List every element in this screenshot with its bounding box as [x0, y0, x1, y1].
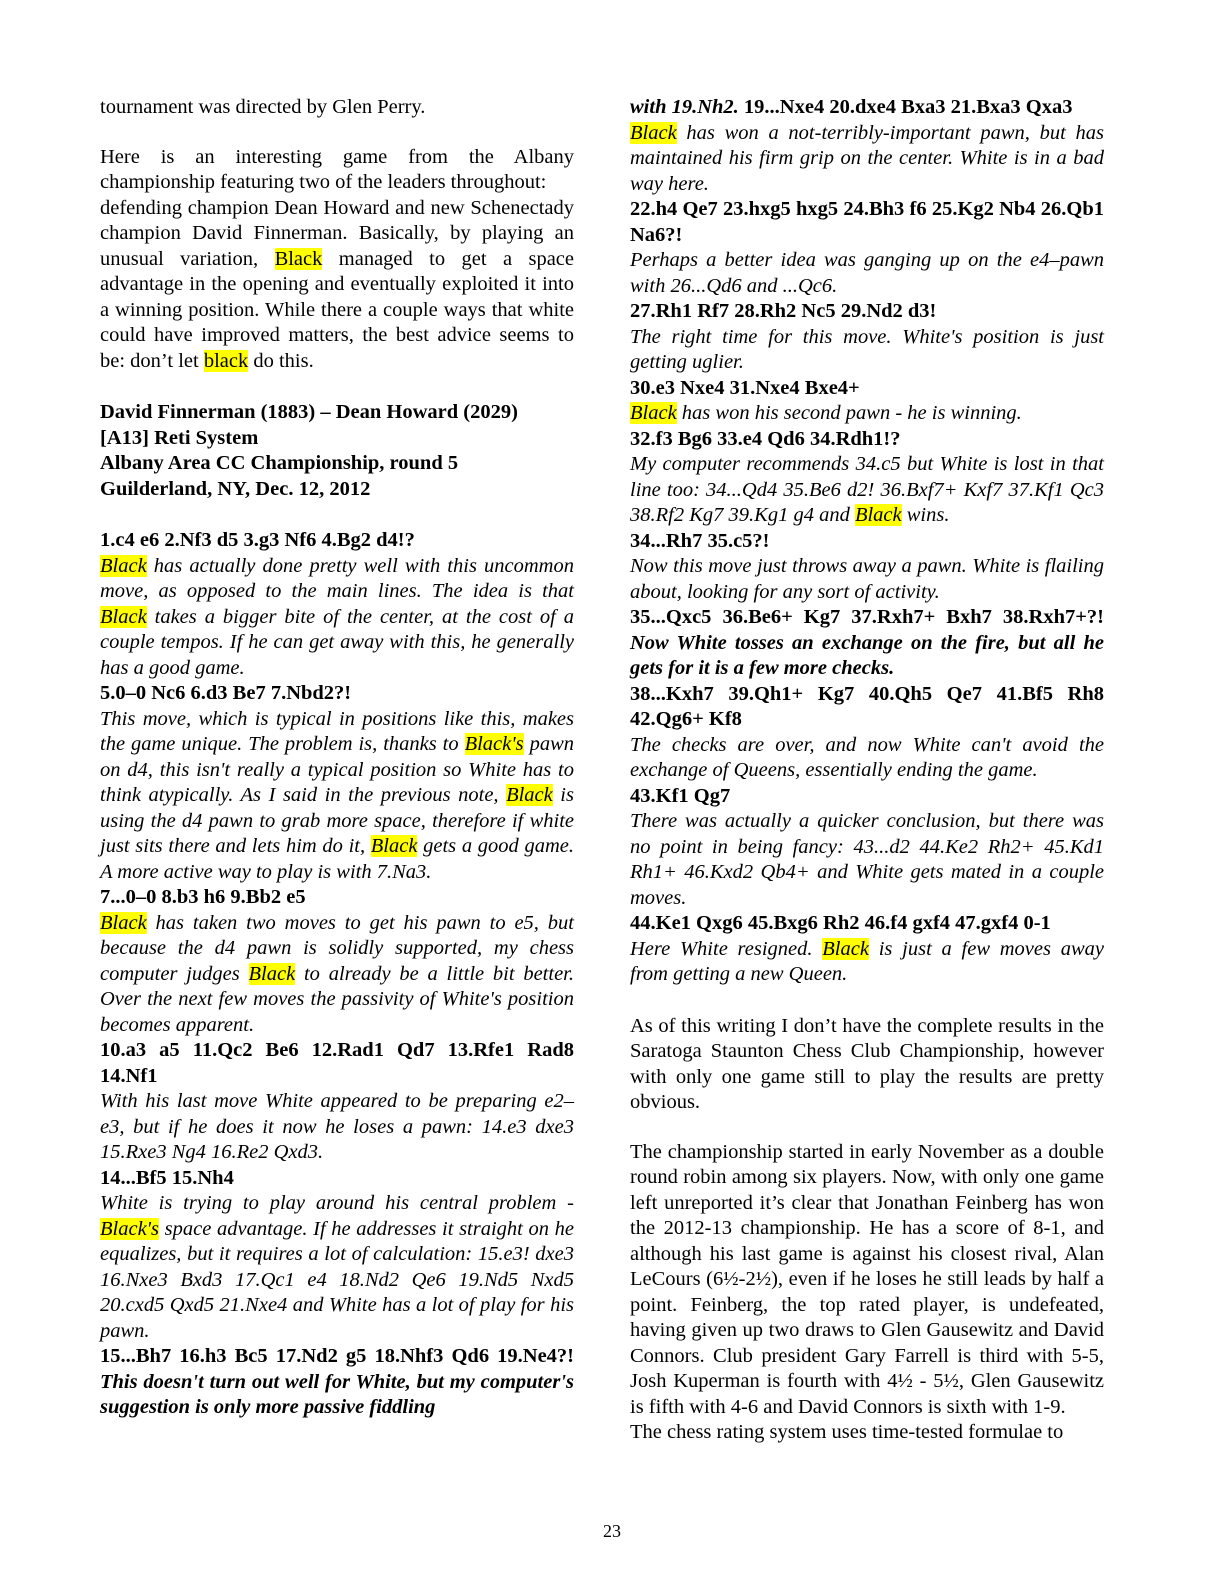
intro-3-text-a: defending champion Dean Howard and new Schenectady champion David Finnerman. Basically, by playing an unusual variation, [100, 196, 574, 270]
annotation-2-c: is using the d4 pawn to grab more space, therefore if white just sits there and lets him do it, [100, 784, 574, 857]
annotation-4: With his last move White appeared to be preparing e2–e3, but if he does it now he loses a pawn: 14.e3 dxe3 15.Rxe3 Ng4 16.Re2 Qxd3. [100, 1090, 574, 1163]
move-line-6 [100, 1344, 574, 1421]
annotation-15: The checks are over, and now White can't avoid the exchange of Queens, essentially ending the game. [630, 733, 1104, 781]
highlight-black-4: Black [100, 605, 147, 628]
annotation-3-b: to already be a little bit better. Over the next few moves the passivity of White's position becomes apparent. [100, 962, 575, 1036]
move-line-13: 35...Qxc5 36.Be6+ Kg7 37.Rxh7+ Bxh7 38.Rxh7+?! [630, 606, 1104, 628]
annotation-12-b: wins. [901, 504, 950, 526]
intro-3-text-b: managed to get a space advantage in the opening and eventually exploited it into a winning position. While there a couple ways that white could have improved matters, the best advice seems to be: don’t let [100, 247, 574, 372]
highlight-black-5: Black [506, 784, 553, 806]
left-column [100, 95, 574, 1475]
game-header-players: David Finnerman (1883) – Dean Howard (2029) [100, 401, 518, 423]
move-line-12: 34...Rh7 35.c5?! [630, 529, 770, 552]
closing-paragraph-2: The championship started in early November as a double round robin among six players. Now, with only one game left unreported it’s clear that Jonathan Feinberg has won the 2012-13 championship. He has a score of 8-1, and although his last game is against his closest rival, Alan LeCours (6½-2½), even if he loses he still leads by half a point. Feinberg, the top rated player, is undefeated, having given up two draws to Glen Gausewitz and David Connors. Club president Gary Farrell is third with 5-5, Josh Kuperman is fourth with 4½ - 5½, Glen Gausewitz is fifth with 4-6 and David Connors is sixth with 1-9. [630, 1140, 1104, 1418]
move-line-13b [630, 631, 1104, 682]
move-line-8: 22.h4 Qe7 23.hxg5 hxg5 24.Bh3 f6 25.Kg2 Nb4 26.Qb1 Na6?! [630, 198, 1104, 246]
highlight-black-8: Black [248, 962, 296, 985]
move-line-4: 10.a3 a5 11.Qc2 Be6 12.Rad1 Qd7 13.Rfe1 Rad8 14.Nf1 [100, 1039, 574, 1087]
highlight-black-3: Black [100, 554, 147, 577]
move-line-15: 43.Kf1 Qg7 [630, 784, 731, 807]
highlight-black-7: Black [100, 911, 147, 934]
annotation-1 [100, 554, 574, 682]
highlight-black-12: Black [822, 937, 869, 960]
annotation-12-a: My computer recommends 34.c5 but White is lost in that line too: 34...Qd4 35.Be6 d2! 36.Bxf7+ Kxf7 37.Kf1 Qc3 38.Rf2 Kg7 39.Kg1 g4 and [630, 453, 1104, 526]
annotation-3-a: has taken two moves to get his pawn to e5, but because the d4 pawn is solidly supported, my chess computer judges [100, 911, 574, 985]
highlight-black-11: Black [854, 504, 902, 526]
annotation-2-d: gets a good game. A more active way to play is with 7.Na3. [100, 835, 574, 883]
page-number: 23 [603, 1521, 621, 1541]
move-line-5: 14...Bf5 15.Nh4 [100, 1166, 234, 1189]
game-header-location-date: Guilderland, NY, Dec. 12, 2012 [100, 477, 371, 500]
highlight-black-1: Black [274, 247, 323, 270]
highlight-black-9: Black [630, 121, 677, 144]
move-line-7-text: 19...Nxe4 20.dxe4 Bxa3 21.Bxa3 Qxa3 [743, 96, 1073, 118]
annotation-14-text: Now White tosses an exchange on the fire, but all he gets for it is a few more checks. [630, 631, 1104, 679]
annotation-12 [630, 452, 1104, 529]
move-line-6-text: 15...Bh7 16.h3 Bc5 17.Nd2 g5 18.Nhf3 Qd6 19.Ne4?! [100, 1345, 574, 1367]
highlight-blacks-2: Black's [100, 1217, 160, 1240]
annotation-16: There was actually a quicker conclusion, but there was no point in being fancy: 43...d2 44.Ke2 Rh2+ 45.Kd1 Rh1+ 46.Kxd2 Qb4+ and White gets mated in a couple moves. [630, 810, 1104, 909]
highlight-black-6: Black [370, 835, 418, 857]
closing-paragraph-1: As of this writing I don’t have the complete results in the Saratoga Staunton Chess Club Championship, however with only one game still to play the results are pretty obvious. [630, 1014, 1104, 1113]
annotation-7: with 19.Nh2. [630, 96, 744, 118]
move-line-3: 7...0–0 8.b3 h6 9.Bb2 e5 [100, 886, 306, 908]
game-header-opening: [A13] Reti System [100, 426, 259, 449]
move-line-2: 5.0–0 Nc6 6.d3 Be7 7.Nbd2?! [100, 682, 352, 704]
annotation-13: Now this move just throws away a pawn. White is flailing about, looking for any sort of activity. [630, 555, 1104, 603]
right-column [630, 95, 1104, 1475]
move-line-16: 44.Ke1 Qxg6 45.Bxg6 Rh2 46.f4 gxf4 47.gxf4 0-1 [630, 912, 1051, 934]
annotation-3 [100, 911, 574, 1039]
annotation-1-a: has actually done pretty well with this uncommon move, as opposed to the main lines. The idea is that [100, 554, 574, 602]
game-header-event: Albany Area CC Championship, round 5 [100, 452, 459, 474]
annotation-17-a: Here White resigned. [630, 937, 823, 960]
annotation-10: The right time for this move. White's position is just getting uglier. [630, 325, 1104, 373]
move-line-1: 1.c4 e6 2.Nf3 d5 3.g3 Nf6 4.Bg2 d4!? [100, 529, 415, 551]
paragraph-intro-1: tournament was directed by Glen Perry. [100, 96, 426, 118]
annotation-1-b: takes a bigger bite of the center, at the cost of a couple tempos. If he can get away with this, he generally has a good game. [100, 605, 574, 679]
annotation-17 [630, 937, 1104, 988]
intro-3-text-c: do this. [248, 349, 314, 372]
move-line-9: 27.Rh1 Rf7 28.Rh2 Nc5 29.Nd2 d3! [630, 300, 937, 322]
two-column-layout [100, 95, 1124, 1475]
annotation-8 [630, 121, 1104, 198]
annotation-5 [100, 1191, 574, 1344]
paragraph-intro-3 [100, 196, 574, 375]
annotation-11-a: has won his second pawn - he is winning. [676, 402, 1022, 424]
annotation-8-a: has won a not-terribly-important pawn, but has maintained his firm grip on the center. White is in a bad way here. [630, 121, 1104, 195]
annotation-2-a: This move, which is typical in positions like this, makes the game unique. The problem is, thanks to [100, 707, 574, 755]
annotation-5-a: White is trying to play around his central problem - [100, 1192, 574, 1214]
annotation-5-b: space advantage. If he addresses it straight on he equalizes, but it requires a lot of calculation: 15.e3! dxe3 16.Nxe3 Bxd3 17.Qc1 e4 18.Nd2 Qe6 19.Nd5 Nxd5 20.cxd5 Qxd5 21.Nxe4 and White has a lot of play for his pawn. [100, 1217, 574, 1342]
annotation-2-b: pawn on d4, this isn't really a typical position so White has to think atypically. As I said in the previous note, [100, 733, 574, 806]
move-line-11: 32.f3 Bg6 33.e4 Qd6 34.Rdh1!? [630, 427, 901, 450]
move-line-10: 30.e3 Nxe4 31.Nxe4 Bxe4+ [630, 376, 860, 399]
move-line-7 [630, 95, 1104, 121]
closing-paragraph-3: The chess rating system uses time-tested formulae to [630, 1421, 1064, 1443]
annotation-6: This doesn't turn out well for White, but my computer's suggestion is only more passive fiddling [100, 1370, 574, 1418]
annotation-17-b: is just a few moves away from getting a new Queen. [630, 937, 1105, 985]
highlight-black-2: black [203, 349, 249, 372]
annotation-11 [630, 401, 1104, 427]
paragraph-intro-2: Here is an interesting game from the Albany championship featuring two of the leaders throughout: [100, 145, 574, 193]
annotation-2 [100, 707, 574, 886]
move-line-14: 38...Kxh7 39.Qh1+ Kg7 40.Qh5 Qe7 41.Bf5 Rh8 42.Qg6+ Kf8 [630, 682, 1104, 730]
highlight-black-10: Black [630, 402, 677, 424]
highlight-blacks-1: Black's [464, 733, 524, 755]
annotation-9: Perhaps a better idea was ganging up on the e4–pawn with 26...Qd6 and ...Qc6. [630, 249, 1104, 297]
